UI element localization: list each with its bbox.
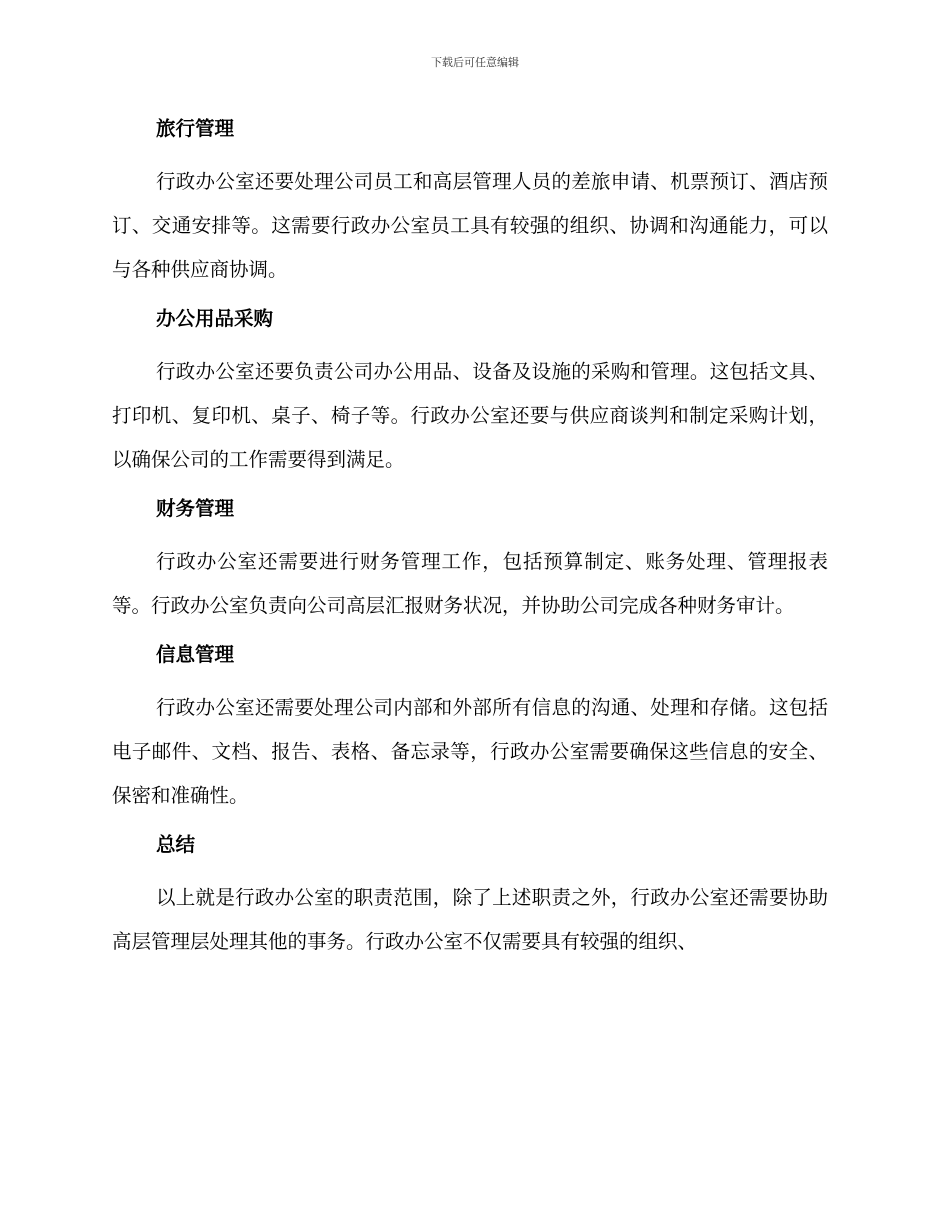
section-office-supplies [112,304,828,482]
section-heading: 总结 [156,833,196,856]
section-paragraph: 行政办公室还需要处理公司内部和外部所有信息的沟通、处理和存储。这包括电子邮件、文档、报告、表格、备忘录等，行政办公室需要确保这些信息的安全、保密和准确性。 [112,696,828,807]
section-paragraph: 行政办公室还需要进行财务管理工作，包括预算制定、账务处理、管理报表等。行政办公室负责向公司高层汇报财务状况，并协助公司完成各种财务审计。 [112,550,828,617]
section-paragraph: 行政办公室还要处理公司员工和高层管理人员的差旅申请、机票预订、酒店预订、交通安排等。这需要行政办公室员工具有较强的组织、协调和沟通能力，可以与各种供应商协调。 [112,170,828,281]
page-header: 下载后可任意编辑 [431,56,519,69]
section-heading: 办公用品采购 [156,307,274,330]
section-travel-management [112,114,828,292]
section-summary [112,830,828,964]
section-heading: 旅行管理 [156,117,235,140]
section-heading: 财务管理 [156,497,235,520]
document-body [112,114,828,976]
section-paragraph: 以上就是行政办公室的职责范围，除了上述职责之外，行政办公室还需要协助高层管理层处理其他的事务。行政办公室不仅需要具有较强的组织、 [112,886,828,953]
section-heading: 信息管理 [156,643,235,666]
section-financial-management [112,494,828,628]
section-paragraph: 行政办公室还要负责公司办公用品、设备及设施的采购和管理。这包括文具、打印机、复印机、桌子、椅子等。行政办公室还要与供应商谈判和制定采购计划，以确保公司的工作需要得到满足。 [112,360,828,471]
section-information-management [112,640,828,818]
